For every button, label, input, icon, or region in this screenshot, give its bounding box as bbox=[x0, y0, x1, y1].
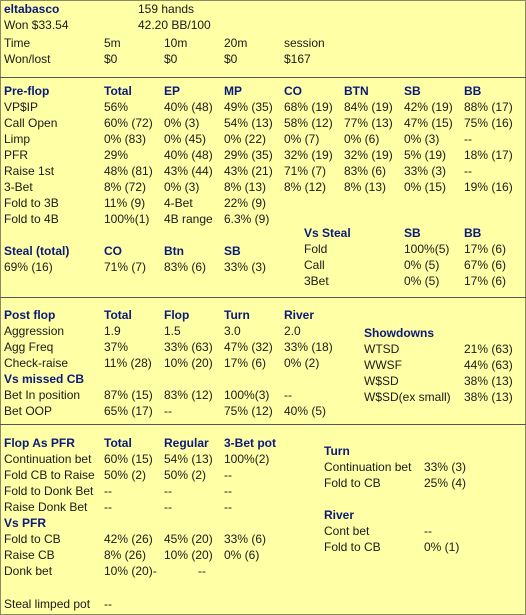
preflop-cell: 32% (19) bbox=[284, 148, 333, 162]
divider bbox=[0, 297, 526, 298]
wonlost-value: $0 bbox=[224, 52, 238, 66]
preflop-cell: 49% (35) bbox=[224, 100, 273, 114]
preflop-cell: 0% (22) bbox=[224, 132, 267, 146]
preflop-title: Pre-flop bbox=[4, 84, 50, 98]
steal-limped-value: -- bbox=[104, 597, 112, 611]
preflop-cell: 75% (16) bbox=[464, 116, 513, 130]
showdown-value: 44% (63) bbox=[464, 358, 513, 372]
preflop-cell: 0% (3) bbox=[164, 116, 200, 130]
turn-row-label: Continuation bet bbox=[324, 460, 412, 474]
steal-header: CO bbox=[104, 244, 122, 258]
flop-pfr-cell: 60% (15) bbox=[104, 452, 153, 466]
missed-row-label: Bet OOP bbox=[4, 404, 53, 418]
postflop-header: Flop bbox=[164, 308, 190, 322]
vs-steal-header: BB bbox=[464, 226, 482, 240]
steal-cell: 83% (6) bbox=[164, 260, 207, 274]
preflop-header: MP bbox=[224, 84, 242, 98]
vs-steal-header: SB bbox=[404, 226, 421, 240]
preflop-cell: 0% (3) bbox=[164, 180, 200, 194]
preflop-header: EP bbox=[164, 84, 181, 98]
postflop-row-label: Agg Freq bbox=[4, 340, 54, 354]
missed-cell: 65% (17) bbox=[104, 404, 153, 418]
steal-header: Btn bbox=[164, 244, 184, 258]
missed-row-label: Bet In position bbox=[4, 388, 81, 402]
steal-cell: 33% (3) bbox=[224, 260, 267, 274]
preflop-row-label: Call Open bbox=[4, 116, 58, 130]
postflop-cell: 37% bbox=[104, 340, 129, 354]
turn-value: 33% (3) bbox=[424, 460, 467, 474]
vs-pfr-cell: -- bbox=[198, 564, 206, 578]
flop-pfr-cell: -- bbox=[164, 500, 172, 514]
preflop-cell: 60% (72) bbox=[104, 116, 153, 130]
preflop-header: Total bbox=[104, 84, 132, 98]
flop-pfr-cell: -- bbox=[224, 484, 232, 498]
preflop-header: CO bbox=[284, 84, 302, 98]
preflop-cell: 56% bbox=[104, 100, 129, 114]
wonlost-label: Won/lost bbox=[4, 52, 51, 66]
postflop-title: Post flop bbox=[4, 308, 56, 322]
vs-steal-row-label: 3Bet bbox=[304, 274, 329, 288]
missed-cell: -- bbox=[284, 388, 292, 402]
vs-steal-title: Vs Steal bbox=[304, 226, 351, 240]
four-bet-range-value: 6.3% (9) bbox=[224, 212, 270, 226]
preflop-cell: 29% (35) bbox=[224, 148, 273, 162]
preflop-cell: 0% (7) bbox=[284, 132, 320, 146]
time-col: 10m bbox=[164, 36, 188, 50]
time-col: session bbox=[284, 36, 325, 50]
four-bet-value: 22% (9) bbox=[224, 196, 267, 210]
bb-rate: 42.20 BB/100 bbox=[138, 18, 211, 32]
preflop-cell: -- bbox=[464, 164, 472, 178]
flop-pfr-cell: 50% (2) bbox=[164, 468, 207, 482]
showdown-value: 38% (13) bbox=[464, 390, 513, 404]
missed-cell: 40% (5) bbox=[284, 404, 327, 418]
flop-pfr-row-label: Fold CB to Raise bbox=[4, 468, 95, 482]
postflop-cell: 47% (32) bbox=[224, 340, 273, 354]
preflop-row-label: Limp bbox=[4, 132, 31, 146]
preflop-cell: 0% (15) bbox=[404, 180, 447, 194]
preflop-cell: 8% (13) bbox=[224, 180, 267, 194]
postflop-cell: 10% (20) bbox=[164, 356, 213, 370]
steal-cell: 71% (7) bbox=[104, 260, 147, 274]
fold-to-3b-value: 11% (9) bbox=[104, 196, 146, 210]
river-title: River bbox=[324, 508, 355, 522]
vs-pfr-row-label: Raise CB bbox=[4, 548, 55, 562]
flop-pfr-cell: -- bbox=[104, 484, 112, 498]
vs-pfr-cell: 0% (6) bbox=[224, 548, 260, 562]
postflop-cell: 17% (6) bbox=[224, 356, 267, 370]
vs-steal-row-label: Call bbox=[304, 258, 325, 272]
preflop-cell: 47% (15) bbox=[404, 116, 453, 130]
preflop-cell: 19% (16) bbox=[464, 180, 513, 194]
preflop-cell: 68% (19) bbox=[284, 100, 333, 114]
river-row-label: Cont bet bbox=[324, 524, 370, 538]
flop-pfr-row-label: Raise Donk Bet bbox=[4, 500, 88, 514]
preflop-header: BTN bbox=[344, 84, 369, 98]
turn-title: Turn bbox=[324, 444, 350, 458]
fold-to-4b-label: Fold to 4B bbox=[4, 212, 59, 226]
preflop-cell: 48% (81) bbox=[104, 164, 153, 178]
showdowns-title: Showdowns bbox=[364, 326, 434, 340]
divider bbox=[0, 77, 526, 78]
postflop-cell: 1.5 bbox=[164, 324, 181, 338]
preflop-cell: 43% (44) bbox=[164, 164, 213, 178]
preflop-cell: 54% (13) bbox=[224, 116, 273, 130]
steal-total: 69% (16) bbox=[4, 260, 53, 274]
time-col: 5m bbox=[104, 36, 121, 50]
vs-pfr-cell: 45% (20) bbox=[164, 532, 213, 546]
preflop-cell: 40% (48) bbox=[164, 148, 213, 162]
preflop-cell: 0% (6) bbox=[344, 132, 380, 146]
preflop-cell: 77% (13) bbox=[344, 116, 393, 130]
river-value: 0% (1) bbox=[424, 540, 460, 554]
postflop-row-label: Check-raise bbox=[4, 356, 69, 370]
four-bet-label: 4-Bet bbox=[164, 196, 193, 210]
preflop-cell: 84% (19) bbox=[344, 100, 393, 114]
steal-title: Steal (total) bbox=[4, 244, 70, 258]
postflop-header: Total bbox=[104, 308, 132, 322]
preflop-cell: 33% (3) bbox=[404, 164, 447, 178]
missed-cell: 75% (12) bbox=[224, 404, 273, 418]
preflop-cell: 29% bbox=[104, 148, 129, 162]
flop-pfr-cell: -- bbox=[224, 468, 232, 482]
postflop-cell: 33% (18) bbox=[284, 340, 333, 354]
four-bet-range-label: 4B range bbox=[164, 212, 213, 226]
divider bbox=[0, 424, 526, 425]
preflop-cell: 58% (12) bbox=[284, 116, 333, 130]
preflop-row-label: 3-Bet bbox=[4, 180, 33, 194]
turn-value: 25% (4) bbox=[424, 476, 467, 490]
preflop-row-label: PFR bbox=[4, 148, 28, 162]
preflop-cell: 0% (83) bbox=[104, 132, 147, 146]
flop-pfr-header: Regular bbox=[164, 436, 209, 450]
postflop-cell: 33% (63) bbox=[164, 340, 213, 354]
preflop-cell: 8% (12) bbox=[284, 180, 327, 194]
steal-limped-label: Steal limped pot bbox=[4, 597, 91, 611]
flop-pfr-cell: 100%(2) bbox=[224, 452, 270, 466]
preflop-cell: 42% (19) bbox=[404, 100, 453, 114]
flop-pfr-row-label: Fold to Donk Bet bbox=[4, 484, 94, 498]
vs-pfr-cell: 10% (20)- bbox=[104, 564, 157, 578]
wonlost-value: $0 bbox=[104, 52, 118, 66]
turn-row-label: Fold to CB bbox=[324, 476, 381, 490]
vs-pfr-cell: 33% (6) bbox=[224, 532, 267, 546]
vs-steal-cell: 0% (5) bbox=[404, 274, 440, 288]
vs-pfr-row-label: Fold to CB bbox=[4, 532, 61, 546]
vs-steal-cell: 0% (5) bbox=[404, 258, 440, 272]
missed-cell: -- bbox=[164, 404, 172, 418]
postflop-cell: 3.0 bbox=[224, 324, 241, 338]
won-amount: Won $33.54 bbox=[4, 18, 69, 32]
vs-pfr-cell: 8% (26) bbox=[104, 548, 147, 562]
showdown-label: WWSF bbox=[364, 358, 402, 372]
preflop-row-label: VP$IP bbox=[4, 100, 39, 114]
vs-pfr-row-label: Donk bet bbox=[4, 564, 53, 578]
preflop-cell: 83% (6) bbox=[344, 164, 387, 178]
missed-cell: 83% (12) bbox=[164, 388, 213, 402]
missed-cell: 100%(3) bbox=[224, 388, 270, 402]
preflop-cell: 0% (3) bbox=[404, 132, 440, 146]
fold-to-3b-label: Fold to 3B bbox=[4, 196, 59, 210]
flop-pfr-header: 3-Bet pot bbox=[224, 436, 276, 450]
preflop-cell: 88% (17) bbox=[464, 100, 513, 114]
flop-pfr-header: Total bbox=[104, 436, 132, 450]
river-row-label: Fold to CB bbox=[324, 540, 381, 554]
preflop-cell: 8% (13) bbox=[344, 180, 387, 194]
time-label: Time bbox=[4, 36, 31, 50]
fold-to-4b-value: 100%(1) bbox=[104, 212, 150, 226]
flop-pfr-row-label: Continuation bet bbox=[4, 452, 92, 466]
postflop-cell: 11% (28) bbox=[104, 356, 152, 370]
showdown-label: W$SD bbox=[364, 374, 399, 388]
steal-header: SB bbox=[224, 244, 241, 258]
flop-pfr-cell: 54% (13) bbox=[164, 452, 213, 466]
postflop-header: Turn bbox=[224, 308, 250, 322]
postflop-header: River bbox=[284, 308, 315, 322]
flop-pfr-cell: -- bbox=[104, 500, 112, 514]
wonlost-value: $0 bbox=[164, 52, 178, 66]
preflop-cell: 18% (17) bbox=[464, 148, 513, 162]
vs-missed-cb-title: Vs missed CB bbox=[4, 372, 85, 386]
vs-steal-cell: 67% (6) bbox=[464, 258, 507, 272]
flop-pfr-cell: 50% (2) bbox=[104, 468, 147, 482]
missed-cell: 87% (15) bbox=[104, 388, 153, 402]
vs-steal-row-label: Fold bbox=[304, 242, 328, 256]
postflop-cell: 0% (2) bbox=[284, 356, 320, 370]
preflop-cell: 8% (72) bbox=[104, 180, 147, 194]
preflop-cell: 40% (48) bbox=[164, 100, 213, 114]
time-col: 20m bbox=[224, 36, 248, 50]
flop-pfr-title: Flop As PFR bbox=[4, 436, 75, 450]
vs-steal-cell: 17% (6) bbox=[464, 274, 507, 288]
preflop-cell: 71% (7) bbox=[284, 164, 327, 178]
showdown-label: WTSD bbox=[364, 342, 400, 356]
wonlost-value: $167 bbox=[284, 52, 311, 66]
vs-steal-cell: 100%(5) bbox=[404, 242, 450, 256]
river-value: -- bbox=[424, 524, 432, 538]
player-name: eltabasco bbox=[4, 2, 60, 16]
preflop-row-label: Raise 1st bbox=[4, 164, 55, 178]
preflop-cell: -- bbox=[464, 132, 472, 146]
vs-pfr-title: Vs PFR bbox=[4, 516, 47, 530]
showdown-value: 38% (13) bbox=[464, 374, 513, 388]
postflop-cell: 1.9 bbox=[104, 324, 121, 338]
vs-pfr-cell: 10% (20) bbox=[164, 548, 213, 562]
preflop-header: SB bbox=[404, 84, 421, 98]
flop-pfr-cell: -- bbox=[224, 500, 232, 514]
postflop-cell: 2.0 bbox=[284, 324, 301, 338]
hands-count: 159 hands bbox=[138, 2, 195, 16]
preflop-cell: 32% (19) bbox=[344, 148, 393, 162]
preflop-cell: 43% (21) bbox=[224, 164, 273, 178]
preflop-header: BB bbox=[464, 84, 482, 98]
flop-pfr-cell: -- bbox=[164, 484, 172, 498]
vs-steal-cell: 17% (6) bbox=[464, 242, 507, 256]
showdown-label: W$SD(ex small) bbox=[364, 390, 451, 404]
preflop-cell: 5% (19) bbox=[404, 148, 447, 162]
vs-pfr-cell: 42% (26) bbox=[104, 532, 153, 546]
preflop-cell: 0% (45) bbox=[164, 132, 207, 146]
postflop-row-label: Aggression bbox=[4, 324, 65, 338]
showdown-value: 21% (63) bbox=[464, 342, 513, 356]
